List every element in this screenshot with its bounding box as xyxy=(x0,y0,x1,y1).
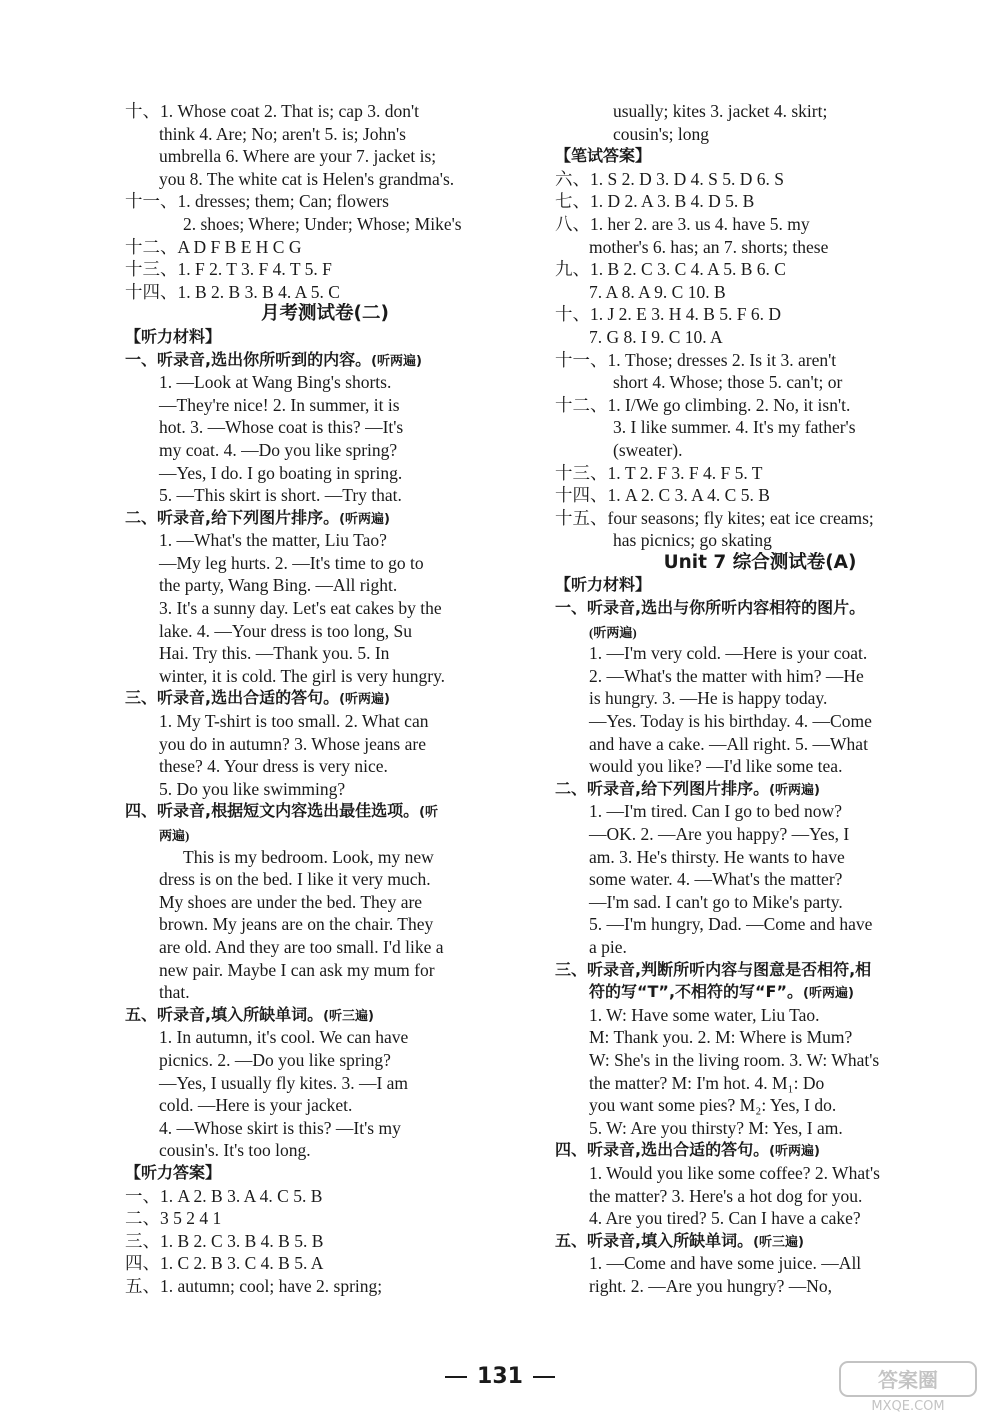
text-line xyxy=(555,1252,965,1275)
text-line xyxy=(125,981,525,1004)
line-text: 十五、four seasons; fly kites; eat ice creams; xyxy=(555,507,874,528)
section-heading xyxy=(555,959,965,982)
section-heading xyxy=(555,778,965,801)
line-text: 一、听录音,选出你所听到的内容。 xyxy=(125,349,372,369)
text-line xyxy=(555,868,965,891)
line-text: 4. —Whose skirt is this? —It's my xyxy=(159,1117,401,1138)
repeat-note: (听三遍) xyxy=(323,1008,374,1024)
section-title xyxy=(555,552,965,575)
line-text: 1. —I'm very cold. —Here is your coat. xyxy=(589,643,868,664)
text-line xyxy=(555,213,965,236)
left-column xyxy=(125,100,525,1297)
line-text: M: Thank you. 2. M: Where is Mum? xyxy=(589,1027,853,1048)
text-line xyxy=(125,371,525,394)
text-line xyxy=(125,1049,525,1072)
line-text: 【听力答案】 xyxy=(125,1162,222,1182)
line-text: 【听力材料】 xyxy=(125,326,222,346)
text-line xyxy=(125,891,525,914)
text-line xyxy=(125,190,525,213)
line-text: that. xyxy=(159,982,190,1003)
repeat-note: (听 xyxy=(419,805,439,821)
text-line xyxy=(125,642,525,665)
line-text: cousin's. It's too long. xyxy=(159,1140,311,1161)
text-line xyxy=(125,1275,525,1298)
line-text: This is my bedroom. Look, my new xyxy=(183,846,434,867)
text-line xyxy=(125,416,525,439)
line-text: 十三、1. T 2. F 3. F 4. F 5. T xyxy=(555,462,763,483)
line-text: picnics. 2. —Do you like spring? xyxy=(159,1049,391,1070)
line-text: my coat. 4. —Do you like spring? xyxy=(159,439,398,460)
line-text: 3. It's a sunny day. Let's eat cakes by the xyxy=(159,598,442,619)
line-text: has picnics; go skating xyxy=(613,530,772,551)
text-line xyxy=(125,145,525,168)
text-line xyxy=(125,552,525,575)
line-text: 1. —Come and have some juice. —All xyxy=(589,1253,862,1274)
text-line xyxy=(125,755,525,778)
line-text: 五、1. autumn; cool; have 2. spring; xyxy=(125,1275,383,1296)
text-line xyxy=(125,281,525,304)
text-line xyxy=(125,100,525,123)
line-text: 五、听录音,填入所缺单词。 xyxy=(125,1004,324,1024)
line-text: cousin's; long xyxy=(613,123,710,144)
watermark-logo xyxy=(838,1360,978,1414)
line-text: 十二、1. I/We go climbing. 2. No, it isn't. xyxy=(555,394,851,415)
text-line xyxy=(125,868,525,891)
section-heading xyxy=(555,981,965,1004)
repeat-note: (听两遍) xyxy=(769,782,820,798)
text-line xyxy=(555,190,965,213)
section-heading xyxy=(125,1004,525,1027)
line-text: 符的写“T”,不相符的写“F”。 xyxy=(589,982,803,1002)
text-line xyxy=(125,1094,525,1117)
line-text: 月考测试卷(二) xyxy=(261,303,389,325)
line-text: you 8. The white cat is Helen's grandma's. xyxy=(159,168,455,189)
text-line xyxy=(555,1275,965,1298)
text-line xyxy=(555,349,965,372)
text-line xyxy=(555,1049,965,1072)
text-line xyxy=(555,281,965,304)
line-text: umbrella 6. Where are your 7. jacket is; xyxy=(159,146,437,167)
text-line xyxy=(555,303,965,326)
text-line xyxy=(555,507,965,530)
line-text: 九、1. B 2. C 3. C 4. A 5. B 6. C xyxy=(555,259,786,280)
text-line xyxy=(555,236,965,259)
line-text: 5. —I'm hungry, Dad. —Come and have xyxy=(589,914,873,935)
text-line xyxy=(555,1162,965,1185)
line-text: 1. —I'm tired. Can I go to bed now? xyxy=(589,801,842,822)
text-line xyxy=(125,236,525,259)
line-text: Hai. Try this. —Thank you. 5. In xyxy=(159,643,390,664)
text-line xyxy=(555,529,965,552)
repeat-note: (听三遍) xyxy=(753,1234,804,1250)
line-text: 十三、1. F 2. T 3. F 4. T 5. F xyxy=(125,259,332,280)
text-line xyxy=(125,394,525,417)
line-text: are old. And they are too small. I'd like a xyxy=(159,936,444,957)
line-text: usually; kites 3. jacket 4. skirt; xyxy=(613,101,828,121)
line-text: some water. 4. —What's the matter? xyxy=(589,869,843,890)
line-text: Unit 7 综合测试卷(A) xyxy=(663,551,857,573)
repeat-note: (听两遍) xyxy=(339,692,390,708)
line-text: (听两遍) xyxy=(589,624,637,640)
text-line xyxy=(125,1026,525,1049)
line-text: 十、1. J 2. E 3. H 4. B 5. F 6. D xyxy=(555,304,782,325)
line-text: 5. W: Are you thirsty? M: Yes, I am. xyxy=(589,1117,843,1138)
line-text: and have a cake. —All right. 5. —What xyxy=(589,733,868,754)
section-title xyxy=(125,303,525,326)
text-line xyxy=(125,529,525,552)
section-heading xyxy=(125,326,525,349)
text-line xyxy=(555,326,965,349)
line-text: 1. —What's the matter, Liu Tao? xyxy=(159,530,387,551)
repeat-note: (听两遍) xyxy=(339,511,390,527)
line-text: 1. —Look at Wang Bing's shorts. xyxy=(159,372,392,393)
text-line xyxy=(555,439,965,462)
section-heading xyxy=(555,145,965,168)
line-text: 三、听录音,选出合适的答句。 xyxy=(125,688,340,708)
line-text: (sweater). xyxy=(613,439,683,460)
text-line xyxy=(125,168,525,191)
line-text: short 4. Whose; those 5. can't; or xyxy=(613,372,843,393)
line-text: 7. G 8. I 9. C 10. A xyxy=(589,326,723,347)
text-line xyxy=(555,168,965,191)
text-line xyxy=(125,620,525,643)
line-text: W: She's in the living room. 3. W: What's xyxy=(589,1049,880,1070)
line-text: 三、1. B 2. C 3. B 4. B 5. B xyxy=(125,1230,324,1251)
line-text: 四、听录音,选出合适的答句。 xyxy=(555,1140,770,1160)
text-line xyxy=(125,778,525,801)
text-line xyxy=(555,936,965,959)
text-line xyxy=(125,258,525,281)
text-line xyxy=(125,1252,525,1275)
line-text: is hungry. 3. —He is happy today. xyxy=(589,688,828,709)
section-heading xyxy=(125,800,525,823)
line-text: mother's 6. has; an 7. shorts; these xyxy=(589,236,829,257)
text-line xyxy=(125,1185,525,1208)
text-line xyxy=(555,733,965,756)
line-text: 1. Would you like some coffee? 2. What's xyxy=(589,1162,880,1183)
section-heading xyxy=(555,597,965,620)
text-line xyxy=(125,936,525,959)
text-line xyxy=(555,710,965,733)
line-text: these? 4. Your dress is very nice. xyxy=(159,756,388,777)
text-line xyxy=(555,123,965,146)
text-line xyxy=(555,1185,965,1208)
section-heading xyxy=(125,349,525,372)
line-text: 2. shoes; Where; Under; Whose; Mike's xyxy=(183,213,462,234)
text-line xyxy=(555,1207,965,1230)
line-text: 4. Are you tired? 5. Can I have a cake? xyxy=(589,1208,861,1229)
line-text: cold. —Here is your jacket. xyxy=(159,1095,353,1116)
line-text: 十四、1. B 2. B 3. B 4. A 5. C xyxy=(125,281,340,302)
line-text: 1. My T-shirt is too small. 2. What can xyxy=(159,711,429,732)
page-number: 131 xyxy=(0,1364,1000,1389)
repeat-note: (听两遍) xyxy=(803,986,854,1002)
svg-text:答案圈: 答案圈 xyxy=(878,1368,938,1392)
line-text: —They're nice! 2. In summer, it is xyxy=(159,394,400,415)
line-text: 7. A 8. A 9. C 10. B xyxy=(589,281,726,302)
text-line xyxy=(555,913,965,936)
text-line xyxy=(125,733,525,756)
line-text: —OK. 2. —Are you happy? —Yes, I xyxy=(589,824,850,844)
line-text: 【笔试答案】 xyxy=(555,146,652,166)
line-text: 【听力材料】 xyxy=(555,575,652,595)
line-text: 十、1. Whose coat 2. That is; cap 3. don't xyxy=(125,101,419,121)
line-text: would you like? —I'd like some tea. xyxy=(589,756,843,777)
line-text: 1. W: Have some water, Liu Tao. xyxy=(589,1004,820,1025)
text-line xyxy=(555,823,965,846)
text-line xyxy=(555,100,965,123)
line-text: 七、1. D 2. A 3. B 4. D 5. B xyxy=(555,191,755,212)
line-text: 三、听录音,判断所听内容与图意是否相符,相 xyxy=(555,959,872,979)
line-text: the party, Wang Bing. —All right. xyxy=(159,575,398,596)
text-line xyxy=(125,439,525,462)
line-text: winter, it is cold. The girl is very hungry. xyxy=(159,665,446,686)
section-heading xyxy=(555,1139,965,1162)
text-line xyxy=(555,371,965,394)
line-text: 四、1. C 2. B 3. C 4. B 5. A xyxy=(125,1253,324,1274)
repeat-note: (听两遍) xyxy=(769,1144,820,1160)
text-line xyxy=(125,913,525,936)
line-text: the matter? 3. Here's a hot dog for you. xyxy=(589,1185,863,1206)
text-line xyxy=(555,1026,965,1049)
line-text: 一、1. A 2. B 3. A 4. C 5. B xyxy=(125,1185,323,1206)
text-line xyxy=(555,755,965,778)
line-text: 3. I like summer. 4. It's my father's xyxy=(613,417,856,438)
text-line xyxy=(125,665,525,688)
text-line xyxy=(125,123,525,146)
text-line xyxy=(555,687,965,710)
line-text: 二、听录音,给下列图片排序。 xyxy=(125,507,340,527)
section-heading xyxy=(125,1162,525,1185)
section-heading xyxy=(125,687,525,710)
line-text: —Yes, I usually fly kites. 3. —I am xyxy=(159,1072,409,1093)
text-line xyxy=(125,1139,525,1162)
text-line xyxy=(555,846,965,869)
section-heading xyxy=(555,1230,965,1253)
text-line xyxy=(555,484,965,507)
line-text: you do in autumn? 3. Whose jeans are xyxy=(159,733,426,754)
text-line xyxy=(555,462,965,485)
line-text: 十一、1. Those; dresses 2. Is it 3. aren't xyxy=(555,349,837,370)
line-text: —I'm sad. I can't go to Mike's party. xyxy=(589,891,843,912)
line-text: think 4. Are; No; aren't 5. is; John's xyxy=(159,123,406,144)
text-line xyxy=(125,959,525,982)
line-text: new pair. Maybe I can ask my mum for xyxy=(159,959,435,980)
section-heading xyxy=(125,507,525,530)
repeat-note: (听两遍) xyxy=(371,353,422,369)
line-text: 十四、1. A 2. C 3. A 4. C 5. B xyxy=(555,485,770,506)
line-text: brown. My jeans are on the chair. They xyxy=(159,914,434,935)
line-text: 一、听录音,选出与你所听内容相符的图片。 xyxy=(555,598,866,618)
text-line xyxy=(555,620,965,643)
line-text: 两遍) xyxy=(159,828,190,843)
text-line xyxy=(125,213,525,236)
text-line xyxy=(125,846,525,869)
line-text: lake. 4. —Your dress is too long, Su xyxy=(159,620,412,641)
text-line xyxy=(125,462,525,485)
text-line xyxy=(555,800,965,823)
text-line xyxy=(125,574,525,597)
line-text: 二、3 5 2 4 1 xyxy=(125,1208,222,1229)
line-text: 十一、1. dresses; them; Can; flowers xyxy=(125,191,389,212)
text-line xyxy=(555,665,965,688)
text-line xyxy=(555,1094,965,1117)
line-text: am. 3. He's thirsty. He wants to have xyxy=(589,846,845,867)
text-line xyxy=(125,1072,525,1095)
line-text: hot. 3. —Whose coat is this? —It's xyxy=(159,417,404,438)
section-heading xyxy=(555,574,965,597)
line-text: 五、听录音,填入所缺单词。 xyxy=(555,1230,754,1250)
line-text: 1. In autumn, it's cool. We can have xyxy=(159,1027,409,1048)
line-text: —My leg hurts. 2. —It's time to go to xyxy=(159,552,424,573)
text-line xyxy=(125,1207,525,1230)
text-line xyxy=(125,710,525,733)
line-text: My shoes are under the bed. They are xyxy=(159,891,423,912)
text-line xyxy=(555,642,965,665)
text-line xyxy=(125,823,525,846)
line-text: a pie. xyxy=(589,936,627,957)
text-line xyxy=(555,416,965,439)
line-text: —Yes, I do. I go boating in spring. xyxy=(159,462,403,483)
text-line xyxy=(125,1117,525,1140)
text-line xyxy=(555,394,965,417)
line-text: 八、1. her 2. are 3. us 4. have 5. my xyxy=(555,213,810,234)
line-text: 2. —What's the matter with him? —He xyxy=(589,665,864,686)
line-text: the matter? M: I'm hot. 4. M₁: Do xyxy=(589,1072,825,1093)
right-column xyxy=(555,100,965,1297)
text-line xyxy=(555,258,965,281)
text-line xyxy=(555,891,965,914)
line-text: right. 2. —Are you hungry? —No, xyxy=(589,1275,833,1296)
text-line xyxy=(125,484,525,507)
line-text: you want some pies? M₂: Yes, I do. xyxy=(589,1095,837,1116)
line-text: 十二、A D F B E H C G xyxy=(125,236,302,257)
text-line xyxy=(125,1230,525,1253)
line-text: 六、1. S 2. D 3. D 4. S 5. D 6. S xyxy=(555,168,784,189)
text-line xyxy=(555,1072,965,1095)
text-line xyxy=(555,1117,965,1140)
line-text: 二、听录音,给下列图片排序。 xyxy=(555,778,770,798)
text-line xyxy=(125,597,525,620)
line-text: 5. Do you like swimming? xyxy=(159,778,346,799)
line-text: 四、听录音,根据短文内容选出最佳选项。 xyxy=(125,801,420,821)
line-text: —Yes. Today is his birthday. 4. —Come xyxy=(589,711,872,732)
line-text: 5. —This skirt is short. —Try that. xyxy=(159,485,402,506)
svg-text:MXQE.COM: MXQE.COM xyxy=(871,1399,945,1414)
line-text: dress is on the bed. I like it very much. xyxy=(159,869,431,890)
text-line xyxy=(555,1004,965,1027)
